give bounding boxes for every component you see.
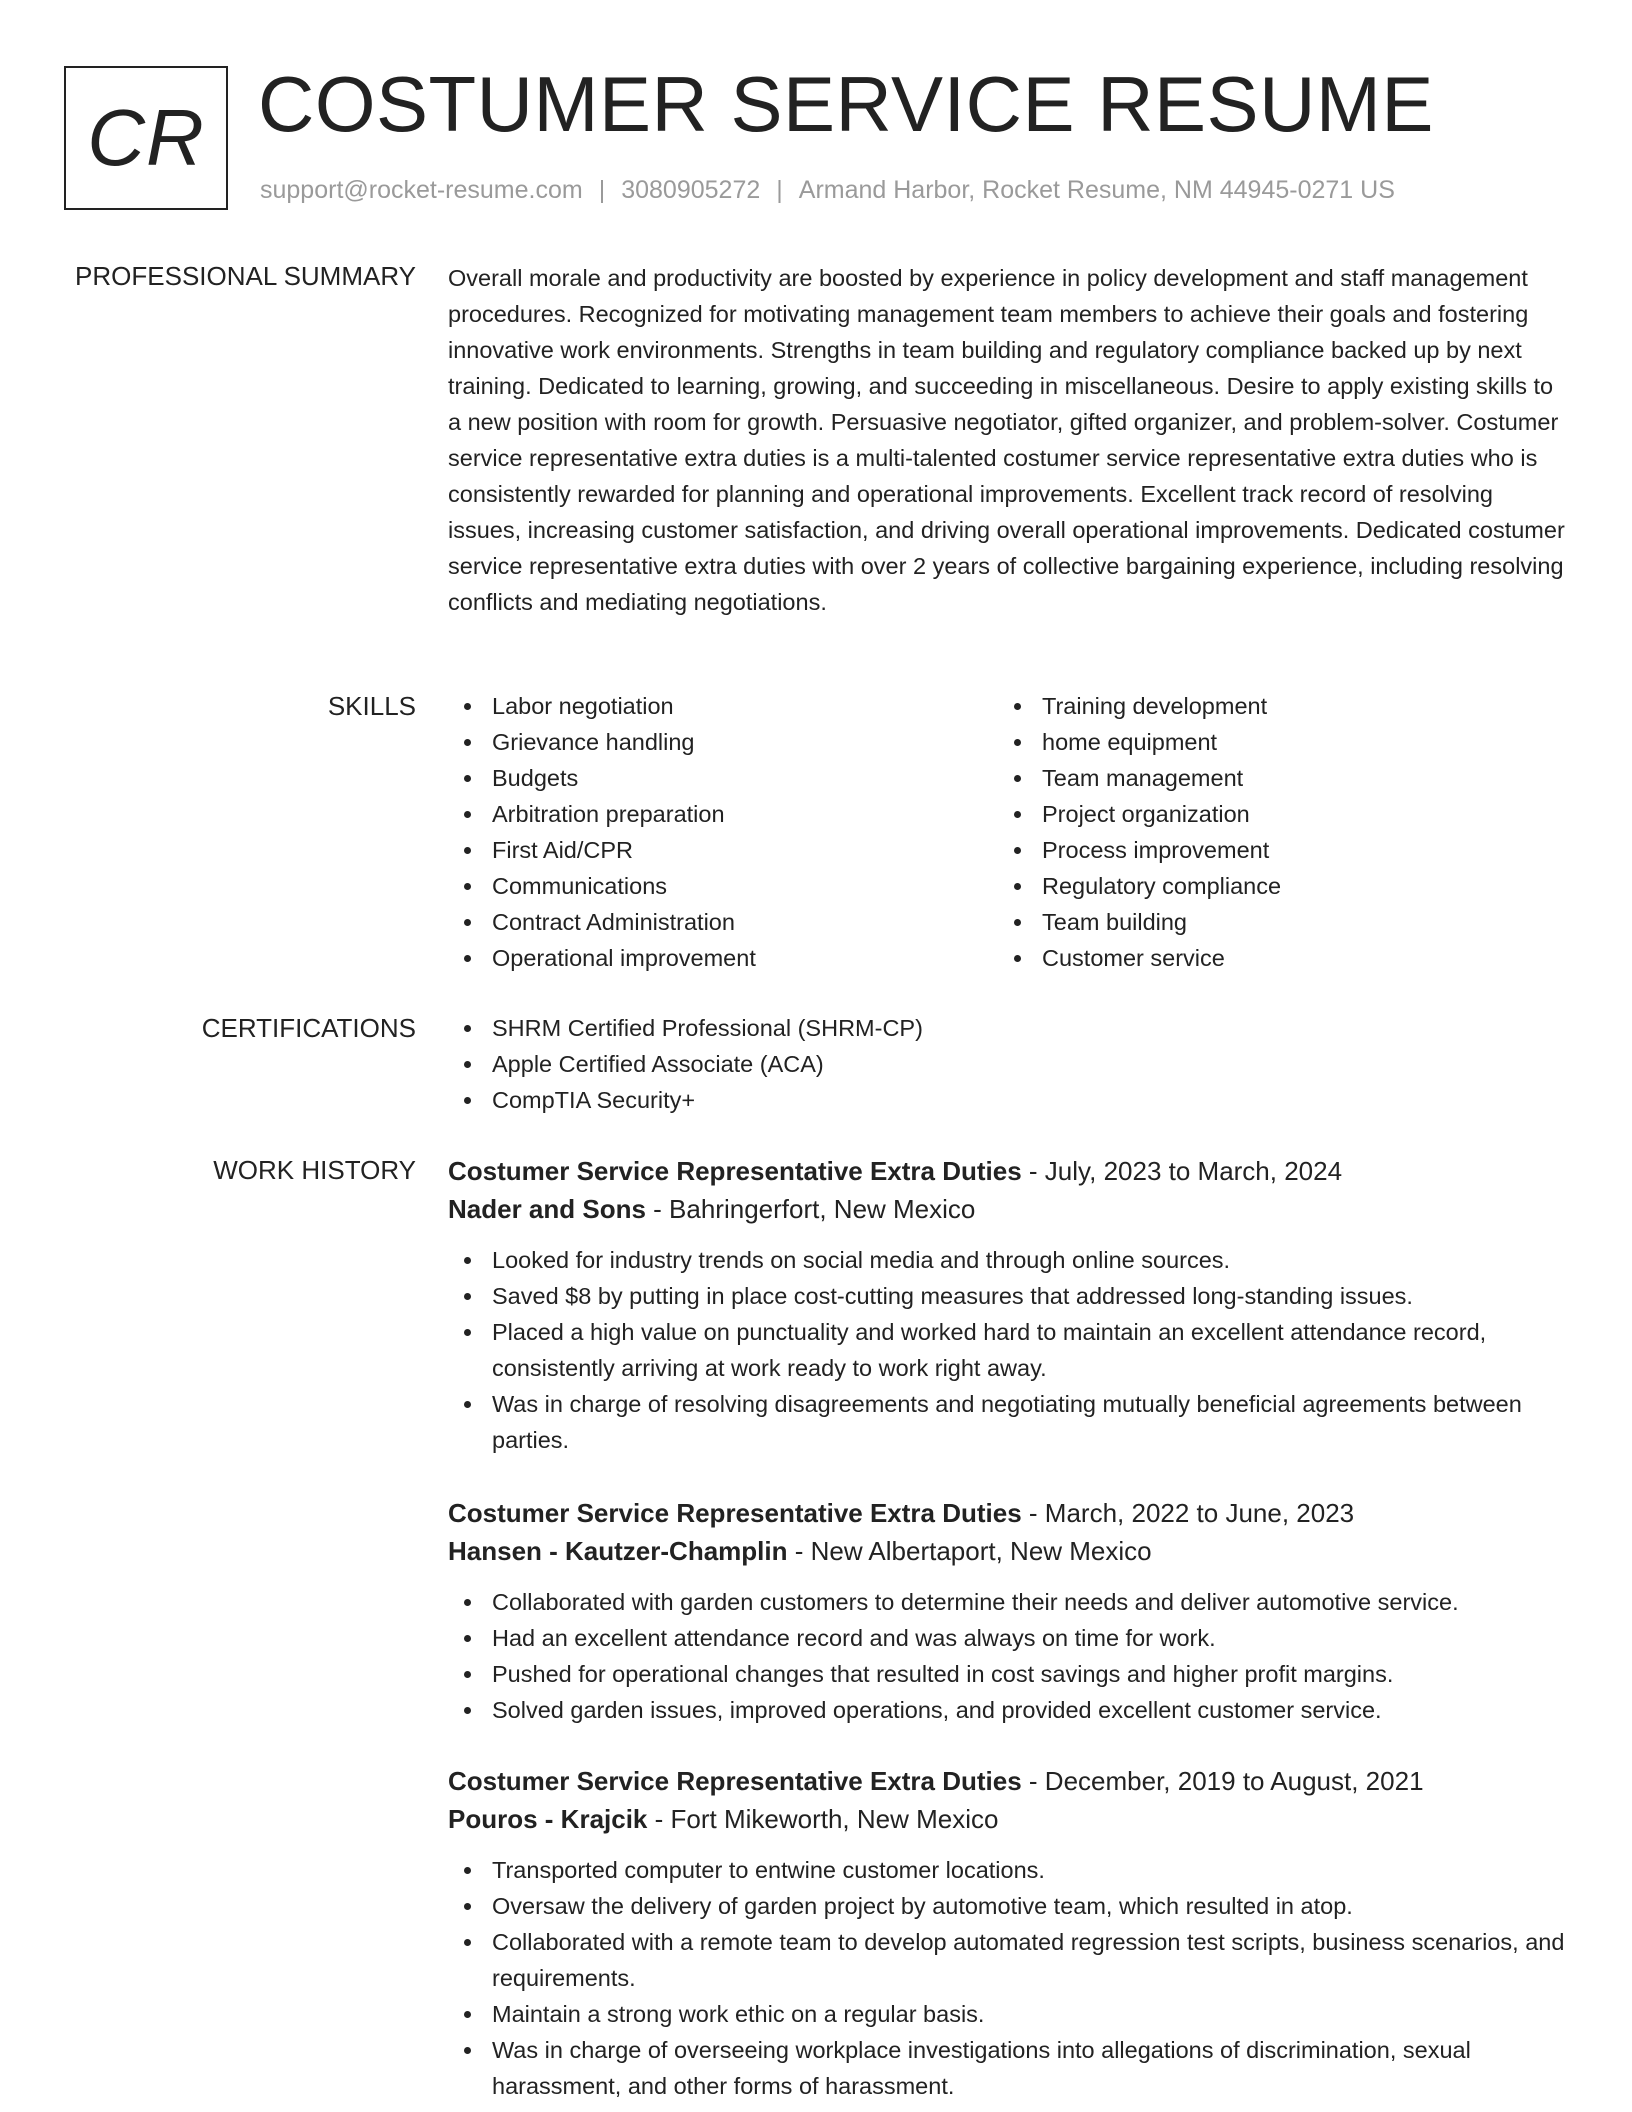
- job-title-line: [448, 1152, 1568, 1190]
- job-bullets: [448, 1242, 1568, 1458]
- job-title-line: [448, 1494, 1568, 1532]
- job-bullets: [448, 1852, 1568, 2104]
- skill-item: Contract Administration: [448, 904, 998, 940]
- job-title-line: [448, 1762, 1568, 1800]
- job-company: Pouros - Krajcik: [448, 1804, 648, 1834]
- job-company: Hansen - Kautzer-Champlin: [448, 1536, 788, 1566]
- skills-list-left: [448, 688, 998, 976]
- job-bullets: [448, 1584, 1568, 1728]
- job-bullet: Pushed for operational changes that resulted in cost savings and higher profit margins.: [448, 1656, 1568, 1692]
- section-label-summary: PROFESSIONAL SUMMARY: [75, 261, 416, 291]
- skill-item: Operational improvement: [448, 940, 998, 976]
- job-title: Costumer Service Representative Extra Duties: [448, 1156, 1022, 1186]
- job-location: - Bahringerfort, New Mexico: [645, 1194, 976, 1224]
- certifications-body: [448, 1010, 1568, 1118]
- skill-item: home equipment: [998, 724, 1548, 760]
- job-bullet: Was in charge of overseeing workplace investigations into allegations of discrimination, sexual harassment, and other forms of harassment.: [448, 2032, 1568, 2104]
- section-label-skills: SKILLS: [327, 691, 416, 721]
- contact-address: Armand Harbor, Rocket Resume, NM 44945-0271 US: [798, 176, 1395, 204]
- contact-line: [260, 174, 1395, 206]
- skill-item: Project organization: [998, 796, 1548, 832]
- job-entry: [448, 1494, 1568, 1728]
- monogram-initials: CR: [87, 93, 205, 182]
- skill-item: Process improvement: [998, 832, 1548, 868]
- skill-item: First Aid/CPR: [448, 832, 998, 868]
- summary-text: Overall morale and productivity are boosted by experience in policy development and staff management procedures. Recognized for motivating management team members to achieve their goals and fostering innovative work environments. Strengths in team building and regulatory compliance backed up by next training. Dedicated to learning, growing, and succeeding in miscellaneous. Desire to apply existing skills to a new position with room for growth. Persuasive negotiator, gifted organizer, and problem-solver. Costumer service representative extra duties is a multi-talented costumer service representative extra duties who is consistently rewarded for planning and operational improvements. Excellent track record of resolving issues, increasing customer satisfaction, and driving overall operational improvements. Dedicated costumer service representative extra duties with over 2 years of collective bargaining experience, including resolving conflicts and mediating negotiations.: [448, 265, 1565, 615]
- skill-item: Arbitration preparation: [448, 796, 998, 832]
- skill-item: Communications: [448, 868, 998, 904]
- job-company-line: [448, 1800, 1568, 1838]
- job-bullet: Looked for industry trends on social media and through online sources.: [448, 1242, 1568, 1278]
- skill-item: Training development: [998, 688, 1548, 724]
- certification-item: SHRM Certified Professional (SHRM-CP): [448, 1010, 1568, 1046]
- job-bullet: Saved $8 by putting in place cost-cutting measures that addressed long-standing issues.: [448, 1278, 1568, 1314]
- job-entry: [448, 1762, 1568, 2104]
- skill-item: Team management: [998, 760, 1548, 796]
- job-bullet: Was in charge of resolving disagreements and negotiating mutually beneficial agreements between parties.: [448, 1386, 1568, 1458]
- skill-item: Customer service: [998, 940, 1548, 976]
- job-dates: - July, 2023 to March, 2024: [1021, 1156, 1343, 1186]
- job-company-line: [448, 1190, 1568, 1228]
- job-title: Costumer Service Representative Extra Duties: [448, 1766, 1022, 1796]
- monogram-box: [64, 66, 228, 210]
- skill-item: Grievance handling: [448, 724, 998, 760]
- contact-separator: |: [776, 176, 783, 204]
- resume-title: COSTUMER SERVICE RESUME: [258, 60, 1434, 148]
- job-location: - New Albertaport, New Mexico: [787, 1536, 1152, 1566]
- skill-item: Budgets: [448, 760, 998, 796]
- certifications-list: [448, 1010, 1568, 1118]
- job-company: Nader and Sons: [448, 1194, 646, 1224]
- skill-item: Regulatory compliance: [998, 868, 1548, 904]
- job-bullet: Oversaw the delivery of garden project by automotive team, which resulted in atop.: [448, 1888, 1568, 1924]
- contact-separator: |: [598, 176, 606, 204]
- contact-phone: 3080905272: [621, 176, 761, 204]
- job-bullet: Had an excellent attendance record and was always on time for work.: [448, 1620, 1568, 1656]
- skill-item: Labor negotiation: [448, 688, 998, 724]
- skill-item: Team building: [998, 904, 1548, 940]
- section-label-work-history: WORK HISTORY: [213, 1155, 416, 1185]
- job-dates: - March, 2022 to June, 2023: [1021, 1498, 1355, 1528]
- job-entry: [448, 1152, 1568, 1458]
- certification-item: Apple Certified Associate (ACA): [448, 1046, 1568, 1082]
- job-bullet: Collaborated with garden customers to determine their needs and deliver automotive service.: [448, 1584, 1568, 1620]
- job-location: - Fort Mikeworth, New Mexico: [647, 1804, 999, 1834]
- skills-columns: [448, 688, 1568, 976]
- job-bullet: Collaborated with a remote team to develop automated regression test scripts, business scenarios, and requirements.: [448, 1924, 1568, 1996]
- certification-item: CompTIA Security+: [448, 1082, 1568, 1118]
- job-bullet: Solved garden issues, improved operations, and provided excellent customer service.: [448, 1692, 1568, 1728]
- job-dates: - December, 2019 to August, 2021: [1021, 1766, 1424, 1796]
- section-label-certifications: CERTIFICATIONS: [201, 1013, 416, 1043]
- contact-email: support@rocket-resume.com: [260, 176, 583, 204]
- job-bullet: Maintain a strong work ethic on a regular basis.: [448, 1996, 1568, 2032]
- skills-list-right: [998, 688, 1548, 976]
- job-bullet: Transported computer to entwine customer locations.: [448, 1852, 1568, 1888]
- job-title: Costumer Service Representative Extra Duties: [448, 1498, 1022, 1528]
- job-company-line: [448, 1532, 1568, 1570]
- job-bullet: Placed a high value on punctuality and worked hard to maintain an excellent attendance record, consistently arriving at work ready to work right away.: [448, 1314, 1568, 1386]
